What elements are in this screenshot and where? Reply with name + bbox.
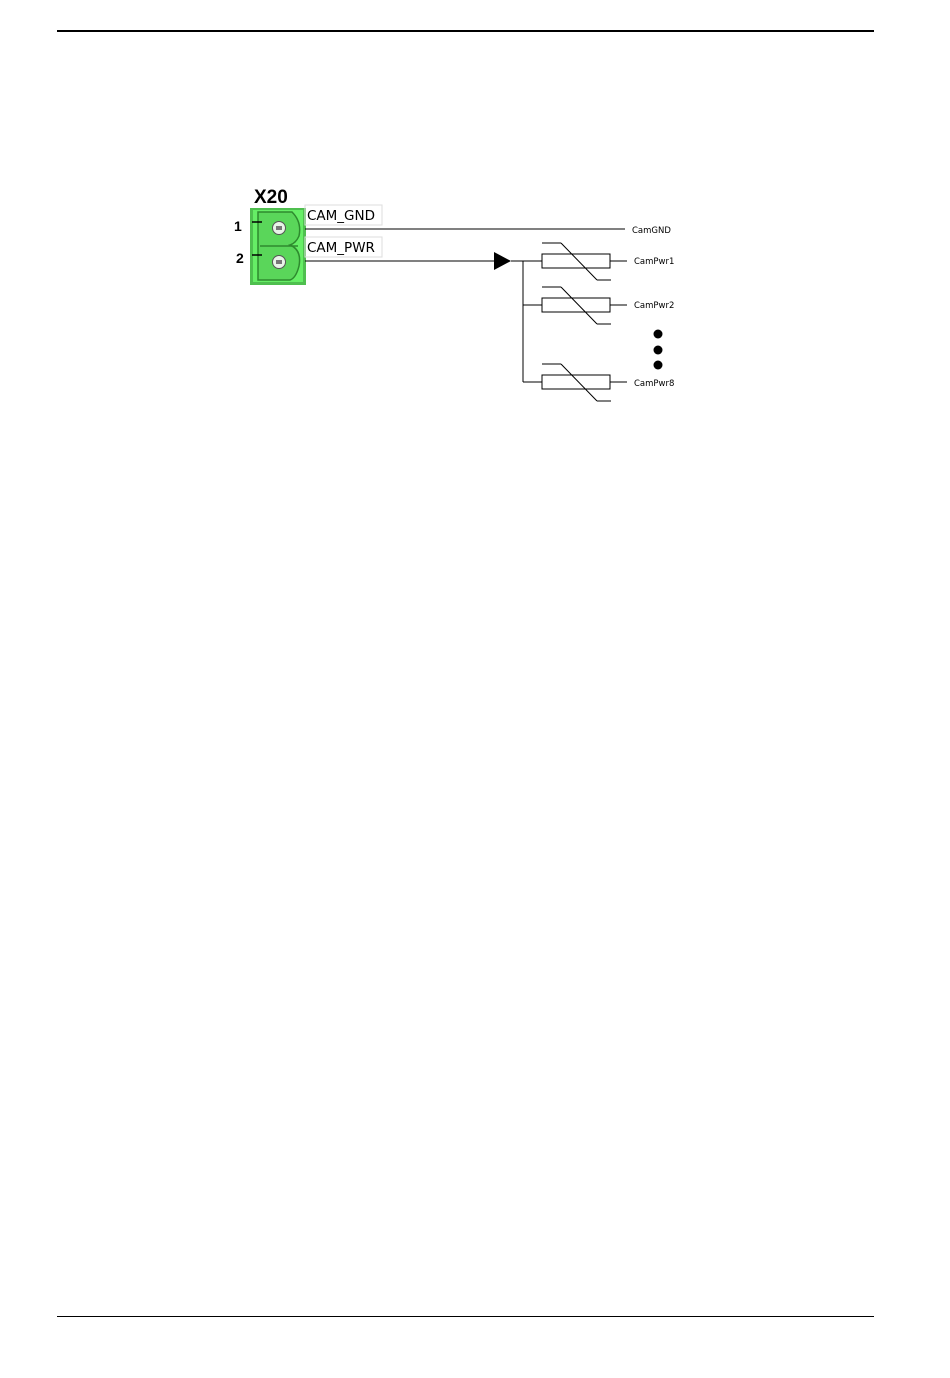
terminal-block-connector xyxy=(250,208,306,285)
footer-rule xyxy=(57,1316,874,1317)
continuation-dots-icon xyxy=(654,330,663,370)
pin-2-number: 2 xyxy=(236,250,244,266)
screw-1-slot xyxy=(276,226,282,230)
ptc-fuse-2 xyxy=(523,287,627,324)
pin-1-signal-label: CAM_GND xyxy=(307,208,376,224)
output-net-label-2: CamPwr2 xyxy=(634,301,675,311)
ptc-fuse-1 xyxy=(523,243,627,280)
pin-1-number: 1 xyxy=(234,218,242,234)
output-net-label-8: CamPwr8 xyxy=(634,379,675,389)
output-net-label-1: CamPwr1 xyxy=(634,257,675,267)
pin-2-signal-label: CAM_PWR xyxy=(307,240,375,256)
screw-2-slot xyxy=(276,260,282,264)
ground-net-label: CamGND xyxy=(632,226,671,236)
ptc-fuse-8 xyxy=(523,364,627,401)
connector-name: X20 xyxy=(254,187,288,208)
power-arrow-icon xyxy=(494,252,511,270)
